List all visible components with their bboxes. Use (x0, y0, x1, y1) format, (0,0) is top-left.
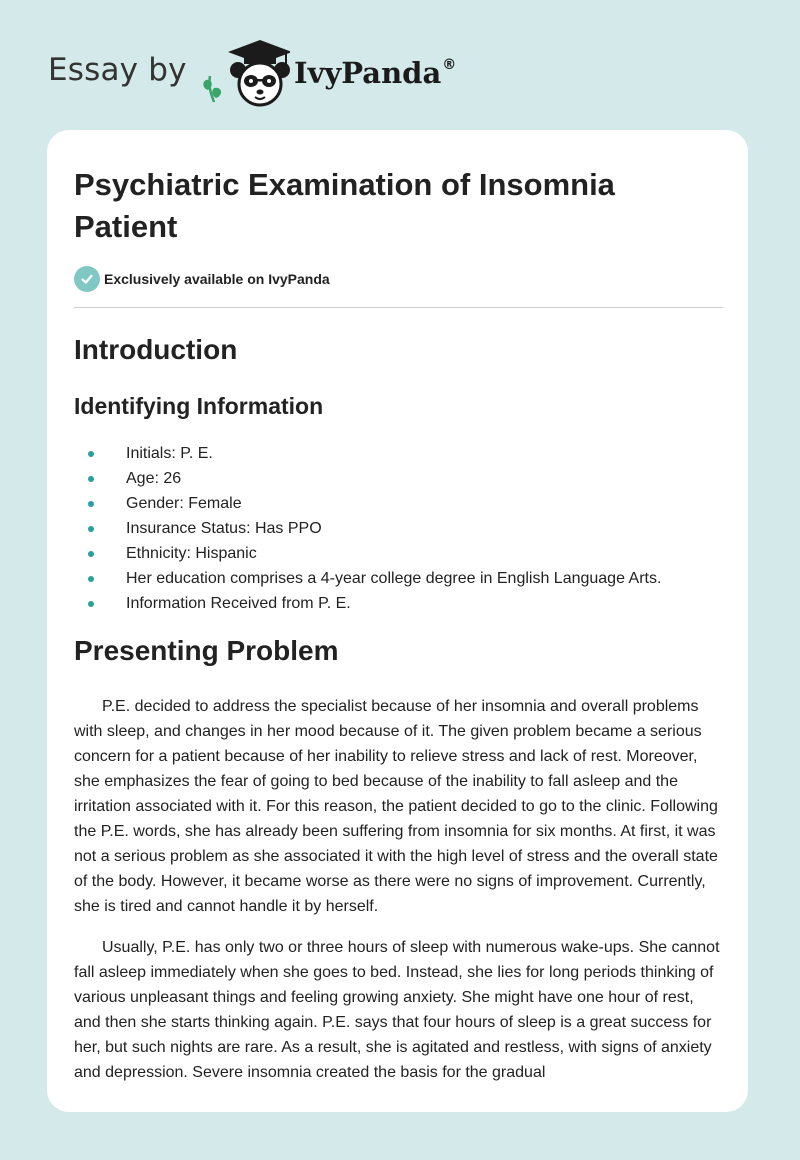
exclusive-badge (74, 265, 723, 293)
site-header (48, 36, 748, 108)
list-item: Information Received from P. E. (74, 591, 723, 616)
panda-logo-icon[interactable] (200, 36, 290, 108)
bullet-icon (88, 576, 94, 582)
check-icon (74, 266, 100, 292)
bullet-icon (88, 551, 94, 557)
bullet-icon (88, 476, 94, 482)
essay-by-label: Essay by (48, 52, 187, 88)
brand-name[interactable]: IvyPanda® (294, 56, 457, 90)
list-item: Ethnicity: Hispanic (74, 541, 723, 566)
heading-identifying-information: Identifying Information (74, 393, 324, 419)
identifying-info-list (74, 441, 723, 616)
essay-content (74, 164, 723, 1085)
divider (74, 307, 723, 308)
list-item: Age: 26 (74, 466, 723, 491)
paragraph: P.E. decided to address the specialist because of her insomnia and overall problems with sleep, and changes in her mood because of it. The given problem became a serious concern for a patient because of her inability to relieve stress and lack of rest. Moreover, she emphasizes the fear of going to bed because of the inability to fall asleep and the irritation associated with it. For this reason, the patient decided to go to the clinic. Following the P.E. words, she has already been suffering from insomnia for six months. At first, it was not a serious problem as she associated it with the high level of stress and the overall state of the body. However, it became worse as there were no signs of improvement. Currently, she is tired and cannot handle it by herself. (74, 698, 718, 915)
registered-mark: ® (442, 57, 457, 73)
list-item: Insurance Status: Has PPO (74, 516, 723, 541)
bullet-icon (88, 526, 94, 532)
essay-card (47, 130, 748, 1112)
heading-presenting-problem: Presenting Problem (74, 635, 339, 666)
bullet-icon (88, 601, 94, 607)
list-item: Initials: P. E. (74, 441, 723, 466)
bullet-icon (88, 451, 94, 457)
list-item: Gender: Female (74, 491, 723, 516)
bullet-icon (88, 501, 94, 507)
heading-introduction: Introduction (74, 334, 238, 365)
list-item: Her education comprises a 4-year college degree in English Language Arts. (74, 566, 723, 591)
paragraph: Usually, P.E. has only two or three hours of sleep with numerous wake-ups. She cannot fall asleep immediately when she goes to bed. Instead, she lies for long periods thinking of various unpleasant things and feeling growing anxiety. She might have one hour of rest, and then she starts thinking again. P.E. says that four hours of sleep is a great success for her, but such nights are rare. As a result, she is agitated and restless, with signs of anxiety and depression. Severe insomnia created the basis for the gradual (74, 939, 720, 1081)
exclusive-label: Exclusively available on IvyPanda (104, 271, 330, 287)
page-title: Psychiatric Examination of Insomnia Patient (74, 167, 615, 244)
